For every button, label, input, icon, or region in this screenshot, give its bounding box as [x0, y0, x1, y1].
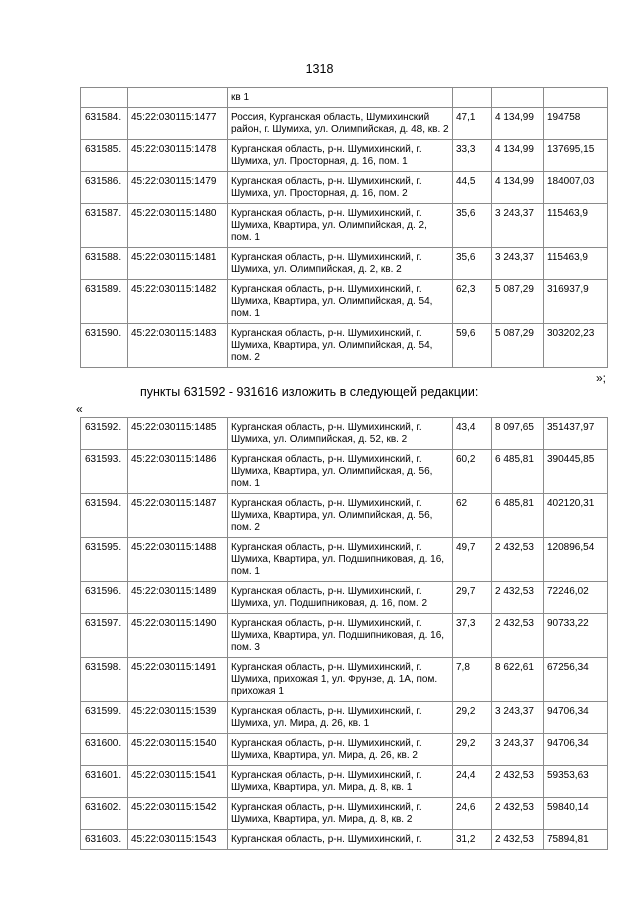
row-number-cell: 631598. [81, 658, 128, 702]
row-number-cell: 631601. [81, 766, 128, 798]
unit-price-cell: 6 485,81 [492, 494, 544, 538]
cadastral-number-cell: 45:22:030115:1491 [128, 658, 228, 702]
area-cell: 31,2 [453, 830, 492, 850]
table-row [81, 734, 608, 766]
unit-price-cell: 2 432,53 [492, 766, 544, 798]
cadastral-number-cell: 45:22:030115:1540 [128, 734, 228, 766]
area-cell: 49,7 [453, 538, 492, 582]
cadastral-value-cell: 59353,63 [544, 766, 608, 798]
table-row [81, 658, 608, 702]
table-row [81, 830, 608, 850]
area-cell: 60,2 [453, 450, 492, 494]
address-cell: Курганская область, р-н. Шумихинский, г. Шумиха, Квартира, ул. Олимпийская, д. 56, пом. 1 [228, 450, 453, 494]
unit-price-cell: 5 087,29 [492, 280, 544, 324]
cadastral-number-cell: 45:22:030115:1481 [128, 248, 228, 280]
cadastral-number-cell: 45:22:030115:1490 [128, 614, 228, 658]
table-row [81, 140, 608, 172]
unit-price-cell: 6 485,81 [492, 450, 544, 494]
table-row [81, 324, 608, 368]
area-cell: 59,6 [453, 324, 492, 368]
table-row [81, 88, 608, 108]
cadastral-number-cell [128, 88, 228, 108]
unit-price-cell: 4 134,99 [492, 140, 544, 172]
cadastral-value-cell: 120896,54 [544, 538, 608, 582]
area-cell: 43,4 [453, 418, 492, 450]
address-cell: кв 1 [228, 88, 453, 108]
cadastral-value-cell: 59840,14 [544, 798, 608, 830]
table-row [81, 538, 608, 582]
address-cell: Курганская область, р-н. Шумихинский, г. [228, 830, 453, 850]
cadastral-number-cell: 45:22:030115:1541 [128, 766, 228, 798]
address-cell: Курганская область, р-н. Шумихинский, г. Шумиха, ул. Просторная, д. 16, пом. 1 [228, 140, 453, 172]
amendment-intro-text: пункты 631592 - 931616 изложить в следующей редакции: [140, 385, 479, 399]
area-cell: 37,3 [453, 614, 492, 658]
row-number-cell: 631600. [81, 734, 128, 766]
page-number: 1318 [305, 62, 334, 76]
address-cell: Курганская область, р-н. Шумихинский, г. Шумиха, Квартира, ул. Подшипниковая, д. 16, пом. 3 [228, 614, 453, 658]
cadastral-number-cell: 45:22:030115:1478 [128, 140, 228, 172]
address-cell: Курганская область, р-н. Шумихинский, г. Шумиха, ул. Просторная, д. 16, пом. 2 [228, 172, 453, 204]
area-cell: 29,2 [453, 734, 492, 766]
area-cell: 44,5 [453, 172, 492, 204]
unit-price-cell: 2 432,53 [492, 538, 544, 582]
cadastral-value-cell: 194758 [544, 108, 608, 140]
unit-price-cell [492, 88, 544, 108]
cadastral-number-cell: 45:22:030115:1543 [128, 830, 228, 850]
row-number-cell: 631602. [81, 798, 128, 830]
row-number-cell: 631603. [81, 830, 128, 850]
address-cell: Курганская область, р-н. Шумихинский, г. Шумиха, Квартира, ул. Мира, д. 26, кв. 2 [228, 734, 453, 766]
opening-quote: « [76, 402, 83, 416]
table-row [81, 172, 608, 204]
cadastral-value-cell: 402120,31 [544, 494, 608, 538]
row-number-cell: 631588. [81, 248, 128, 280]
property-table-amended [80, 417, 608, 850]
cadastral-value-cell: 67256,34 [544, 658, 608, 702]
unit-price-cell: 4 134,99 [492, 108, 544, 140]
area-cell: 62 [453, 494, 492, 538]
cadastral-number-cell: 45:22:030115:1489 [128, 582, 228, 614]
unit-price-cell: 5 087,29 [492, 324, 544, 368]
unit-price-cell: 8 097,65 [492, 418, 544, 450]
address-cell: Курганская область, р-н. Шумихинский, г. Шумиха, ул. Подшипниковая, д. 16, пом. 2 [228, 582, 453, 614]
cadastral-number-cell: 45:22:030115:1483 [128, 324, 228, 368]
property-table-top [80, 87, 608, 368]
address-cell: Курганская область, р-н. Шумихинский, г. Шумиха, Квартира, ул. Олимпийская, д. 56, пом. 2 [228, 494, 453, 538]
row-number-cell: 631595. [81, 538, 128, 582]
table-row [81, 450, 608, 494]
row-number-cell: 631599. [81, 702, 128, 734]
area-cell [453, 88, 492, 108]
unit-price-cell: 3 243,37 [492, 702, 544, 734]
cadastral-value-cell: 316937,9 [544, 280, 608, 324]
unit-price-cell: 3 243,37 [492, 248, 544, 280]
unit-price-cell: 2 432,53 [492, 614, 544, 658]
area-cell: 47,1 [453, 108, 492, 140]
address-cell: Курганская область, р-н. Шумихинский, г. Шумиха, Квартира, ул. Мира, д. 8, кв. 2 [228, 798, 453, 830]
cadastral-value-cell: 115463,9 [544, 204, 608, 248]
unit-price-cell: 2 432,53 [492, 582, 544, 614]
cadastral-value-cell: 351437,97 [544, 418, 608, 450]
cadastral-number-cell: 45:22:030115:1542 [128, 798, 228, 830]
address-cell: Курганская область, р-н. Шумихинский, г. Шумиха, ул. Олимпийская, д. 2, кв. 2 [228, 248, 453, 280]
area-cell: 33,3 [453, 140, 492, 172]
table-row [81, 766, 608, 798]
address-cell: Курганская область, р-н. Шумихинский, г. Шумиха, Квартира, ул. Подшипниковая, д. 16, пом. 1 [228, 538, 453, 582]
table-row [81, 248, 608, 280]
row-number-cell: 631590. [81, 324, 128, 368]
cadastral-number-cell: 45:22:030115:1539 [128, 702, 228, 734]
cadastral-value-cell: 94706,34 [544, 702, 608, 734]
cadastral-value-cell: 94706,34 [544, 734, 608, 766]
unit-price-cell: 3 243,37 [492, 734, 544, 766]
address-cell: Курганская область, р-н. Шумихинский, г. Шумиха, Квартира, ул. Олимпийская, д. 54, пом. 2 [228, 324, 453, 368]
cadastral-number-cell: 45:22:030115:1479 [128, 172, 228, 204]
cadastral-number-cell: 45:22:030115:1486 [128, 450, 228, 494]
row-number-cell: 631593. [81, 450, 128, 494]
row-number-cell: 631597. [81, 614, 128, 658]
row-number-cell: 631596. [81, 582, 128, 614]
address-cell: Курганская область, р-н. Шумихинский, г. Шумиха, Квартира, ул. Олимпийская, д. 54, пом. 1 [228, 280, 453, 324]
table-row [81, 204, 608, 248]
table-row [81, 280, 608, 324]
unit-price-cell: 2 432,53 [492, 798, 544, 830]
address-cell: Курганская область, р-н. Шумихинский, г. Шумиха, Квартира, ул. Мира, д. 8, кв. 1 [228, 766, 453, 798]
address-cell: Курганская область, р-н. Шумихинский, г. Шумиха, ул. Мира, д. 26, кв. 1 [228, 702, 453, 734]
cadastral-value-cell [544, 88, 608, 108]
row-number-cell: 631585. [81, 140, 128, 172]
row-number-cell: 631587. [81, 204, 128, 248]
cadastral-value-cell: 115463,9 [544, 248, 608, 280]
cadastral-number-cell: 45:22:030115:1487 [128, 494, 228, 538]
cadastral-value-cell: 184007,03 [544, 172, 608, 204]
address-cell: Курганская область, р-н. Шумихинский, г. Шумиха, ул. Олимпийская, д. 52, кв. 2 [228, 418, 453, 450]
closing-quote: »; [596, 371, 607, 385]
cadastral-number-cell: 45:22:030115:1477 [128, 108, 228, 140]
area-cell: 29,2 [453, 702, 492, 734]
area-cell: 35,6 [453, 248, 492, 280]
unit-price-cell: 4 134,99 [492, 172, 544, 204]
area-cell: 29,7 [453, 582, 492, 614]
cadastral-number-cell: 45:22:030115:1485 [128, 418, 228, 450]
row-number-cell: 631594. [81, 494, 128, 538]
table-row [81, 108, 608, 140]
cadastral-value-cell: 75894,81 [544, 830, 608, 850]
unit-price-cell: 3 243,37 [492, 204, 544, 248]
address-cell: Россия, Курганская область, Шумихинский район, г. Шумиха, ул. Олимпийская, д. 48, кв. 2 [228, 108, 453, 140]
area-cell: 24,4 [453, 766, 492, 798]
row-number-cell: 631586. [81, 172, 128, 204]
cadastral-value-cell: 137695,15 [544, 140, 608, 172]
table-row [81, 418, 608, 450]
table-row [81, 582, 608, 614]
area-cell: 24,6 [453, 798, 492, 830]
row-number-cell: 631592. [81, 418, 128, 450]
row-number-cell: 631584. [81, 108, 128, 140]
cadastral-number-cell: 45:22:030115:1482 [128, 280, 228, 324]
cadastral-number-cell: 45:22:030115:1488 [128, 538, 228, 582]
area-cell: 7,8 [453, 658, 492, 702]
cadastral-value-cell: 303202,23 [544, 324, 608, 368]
address-cell: Курганская область, р-н. Шумихинский, г. Шумиха, прихожая 1, ул. Фрунзе, д. 1А, пом. прихожая 1 [228, 658, 453, 702]
table-body [81, 88, 608, 368]
cadastral-number-cell: 45:22:030115:1480 [128, 204, 228, 248]
unit-price-cell: 8 622,61 [492, 658, 544, 702]
table-body [81, 418, 608, 850]
unit-price-cell: 2 432,53 [492, 830, 544, 850]
table-row [81, 494, 608, 538]
row-number-cell [81, 88, 128, 108]
address-cell: Курганская область, р-н. Шумихинский, г. Шумиха, Квартира, ул. Олимпийская, д. 2, пом. 1 [228, 204, 453, 248]
table-row [81, 702, 608, 734]
cadastral-value-cell: 72246,02 [544, 582, 608, 614]
table-row [81, 614, 608, 658]
area-cell: 35,6 [453, 204, 492, 248]
row-number-cell: 631589. [81, 280, 128, 324]
cadastral-value-cell: 90733,22 [544, 614, 608, 658]
cadastral-value-cell: 390445,85 [544, 450, 608, 494]
area-cell: 62,3 [453, 280, 492, 324]
table-row [81, 798, 608, 830]
